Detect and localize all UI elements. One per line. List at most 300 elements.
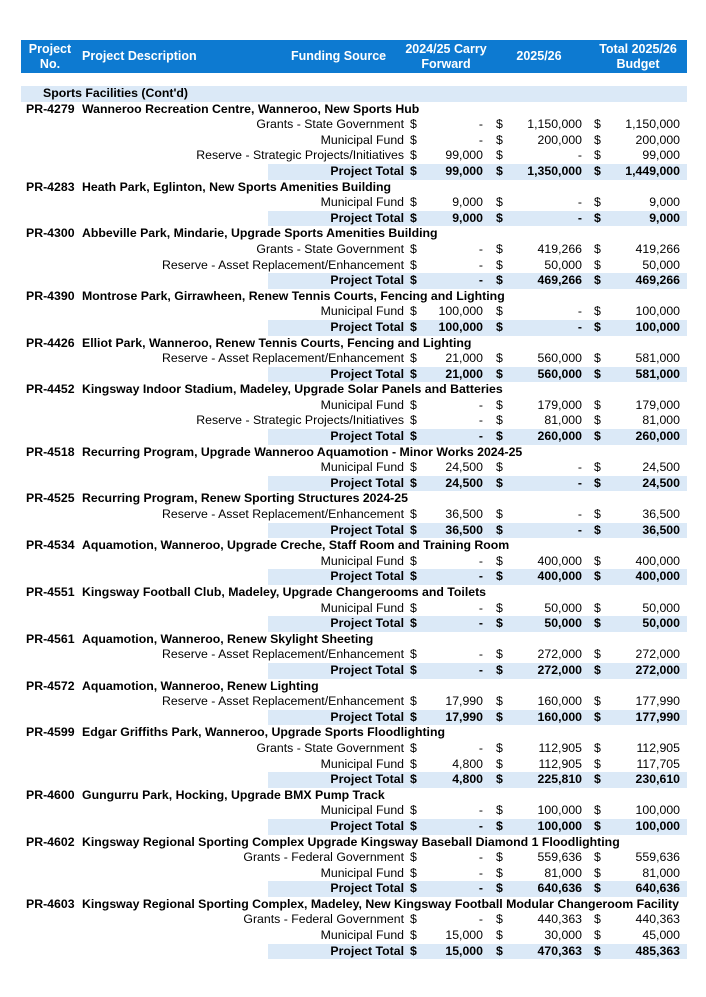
dollar-sign: $	[410, 616, 417, 631]
dollar-sign: $	[594, 912, 601, 927]
budget-2025-26-value: 559,636	[537, 850, 582, 865]
dollar-sign: $	[496, 881, 503, 896]
budget-2025-26-value: -	[577, 304, 582, 319]
dollar-sign: $	[410, 304, 417, 319]
carry-forward-value: 21,000	[445, 351, 483, 366]
dollar-sign: $	[496, 210, 503, 225]
dollar-sign: $	[496, 366, 503, 381]
project-total-label: Project Total	[330, 709, 404, 724]
budget-2025-26-value: 50,000	[544, 616, 582, 631]
budget-2025-26-value: 200,000	[537, 132, 582, 147]
dollar-sign: $	[594, 397, 601, 412]
project-description: Abbeville Park, Mindarie, Upgrade Sports Amenities Building	[82, 226, 438, 241]
dollar-sign: $	[496, 865, 503, 880]
dollar-sign: $	[410, 740, 417, 755]
carry-forward-value: -	[478, 553, 483, 568]
dollar-sign: $	[410, 772, 417, 787]
total-budget-value: 9,000	[649, 210, 680, 225]
project-description: Aquamotion, Wanneroo, Upgrade Creche, Staff Room and Training Room	[82, 538, 510, 553]
carry-forward-value: -	[478, 600, 483, 615]
project-number: PR-4603	[26, 896, 75, 911]
budget-2025-26-value: 419,266	[537, 241, 582, 256]
project-total-label: Project Total	[330, 943, 404, 958]
project-description: Kingsway Regional Sporting Complex, Madeley, New Kingsway Football Modular Changeroom Facility	[82, 896, 679, 911]
project-title-row	[21, 289, 687, 305]
funding-source: Municipal Fund	[320, 460, 404, 475]
dollar-sign: $	[410, 351, 417, 366]
dollar-sign: $	[594, 507, 601, 522]
dollar-sign: $	[594, 413, 601, 428]
carry-forward-value: 9,000	[452, 195, 483, 210]
funding-source: Reserve - Asset Replacement/Enhancement	[162, 351, 404, 366]
funding-line-row	[21, 803, 687, 819]
funding-line-row	[21, 866, 687, 882]
dollar-sign: $	[410, 273, 417, 288]
project-title-row	[21, 226, 687, 242]
project-description: Kingsway Regional Sporting Complex Upgrade Kingsway Baseball Diamond 1 Floodlighting	[82, 834, 620, 849]
budget-2025-26-value: 440,363	[537, 912, 582, 927]
budget-2025-26-value: -	[577, 319, 582, 334]
funding-source: Municipal Fund	[320, 132, 404, 147]
budget-2025-26-value: -	[577, 522, 582, 537]
carry-forward-value: -	[478, 132, 483, 147]
funding-source: Reserve - Asset Replacement/Enhancement	[162, 647, 404, 662]
dollar-sign: $	[594, 522, 601, 537]
carry-forward-value: 21,000	[445, 366, 483, 381]
dollar-sign: $	[496, 740, 503, 755]
header-description: Project Description	[82, 49, 197, 63]
dollar-sign: $	[594, 740, 601, 755]
carry-forward-value: -	[478, 117, 483, 132]
dollar-sign: $	[594, 241, 601, 256]
funding-source: Municipal Fund	[320, 195, 404, 210]
project-total-label: Project Total	[330, 881, 404, 896]
project-number: PR-4283	[26, 179, 75, 194]
project-title-row	[21, 725, 687, 741]
funding-line-row	[21, 694, 687, 710]
funding-line-row	[21, 351, 687, 367]
carry-forward-value: 15,000	[445, 928, 483, 943]
dollar-sign: $	[594, 772, 601, 787]
funding-source: Municipal Fund	[320, 928, 404, 943]
dollar-sign: $	[594, 756, 601, 771]
budget-2025-26-value: -	[577, 460, 582, 475]
project-total-row	[21, 320, 687, 336]
dollar-sign: $	[496, 117, 503, 132]
project-total-label: Project Total	[330, 163, 404, 178]
project-title-row	[21, 788, 687, 804]
project-description: Heath Park, Eglinton, New Sports Amenities Building	[82, 179, 392, 194]
carry-forward-value: -	[478, 662, 483, 677]
carry-forward-value: 36,500	[445, 522, 483, 537]
project-description: Elliot Park, Wanneroo, Renew Tennis Courts, Fencing and Lighting	[82, 335, 472, 350]
dollar-sign: $	[496, 912, 503, 927]
funding-source: Grants - State Government	[256, 740, 404, 755]
project-number: PR-4426	[26, 335, 75, 350]
project-title-row	[21, 835, 687, 851]
funding-line-row	[21, 507, 687, 523]
dollar-sign: $	[594, 319, 601, 334]
funding-source: Municipal Fund	[320, 553, 404, 568]
dollar-sign: $	[496, 553, 503, 568]
dollar-sign: $	[410, 319, 417, 334]
project-description: Aquamotion, Wanneroo, Renew Skylight Sheeting	[82, 631, 374, 646]
project-total-label: Project Total	[330, 772, 404, 787]
project-description: Gungurru Park, Hocking, Upgrade BMX Pump Track	[82, 787, 385, 802]
dollar-sign: $	[496, 460, 503, 475]
dollar-sign: $	[496, 148, 503, 163]
dollar-sign: $	[496, 304, 503, 319]
carry-forward-value: 15,000	[445, 943, 483, 958]
dollar-sign: $	[410, 413, 417, 428]
total-budget-value: 559,636	[635, 850, 680, 865]
dollar-sign: $	[496, 522, 503, 537]
project-total-row	[21, 616, 687, 632]
project-number: PR-4518	[26, 444, 75, 459]
funding-line-row	[21, 117, 687, 133]
dollar-sign: $	[410, 818, 417, 833]
carry-forward-value: -	[478, 803, 483, 818]
header-funding-source: Funding Source	[291, 49, 387, 63]
budget-2025-26-value: 560,000	[537, 351, 582, 366]
total-budget-value: 581,000	[635, 351, 680, 366]
funding-line-row	[21, 912, 687, 928]
total-budget-value: 272,000	[635, 662, 680, 677]
project-total-label: Project Total	[330, 366, 404, 381]
carry-forward-value: 17,990	[445, 709, 483, 724]
dollar-sign: $	[496, 397, 503, 412]
budget-2025-26-value: 100,000	[537, 803, 582, 818]
funding-source: Municipal Fund	[320, 600, 404, 615]
dollar-sign: $	[594, 553, 601, 568]
dollar-sign: $	[496, 694, 503, 709]
project-total-row	[21, 164, 687, 180]
funding-line-row	[21, 413, 687, 429]
dollar-sign: $	[410, 865, 417, 880]
section-title: Sports Facilities (Cont'd)	[43, 86, 189, 100]
total-budget-value: 177,990	[635, 709, 680, 724]
funding-line-row	[21, 741, 687, 757]
dollar-sign: $	[496, 569, 503, 584]
dollar-sign: $	[410, 928, 417, 943]
total-budget-value: 260,000	[635, 429, 680, 444]
project-total-row	[21, 429, 687, 445]
carry-forward-value: -	[478, 429, 483, 444]
carry-forward-value: 36,500	[445, 507, 483, 522]
total-budget-value: 230,610	[635, 772, 680, 787]
funding-source: Municipal Fund	[320, 304, 404, 319]
dollar-sign: $	[410, 241, 417, 256]
total-budget-value: 100,000	[635, 818, 680, 833]
header-project-no: Project No.	[28, 42, 72, 71]
project-number: PR-4534	[26, 538, 75, 553]
project-total-label: Project Total	[330, 273, 404, 288]
dollar-sign: $	[496, 273, 503, 288]
total-budget-value: 440,363	[635, 912, 680, 927]
funding-line-row	[21, 258, 687, 274]
project-description: Kingsway Football Club, Madeley, Upgrade Changerooms and Toilets	[82, 585, 487, 599]
budget-2025-26-value: 160,000	[537, 694, 582, 709]
dollar-sign: $	[410, 522, 417, 537]
project-number: PR-4572	[26, 678, 75, 693]
project-title-row	[21, 491, 687, 507]
total-budget-value: 45,000	[642, 928, 680, 943]
dollar-sign: $	[410, 429, 417, 444]
project-total-label: Project Total	[330, 475, 404, 490]
carry-forward-value: -	[478, 647, 483, 662]
dollar-sign: $	[496, 709, 503, 724]
project-number: PR-4390	[26, 288, 75, 303]
dollar-sign: $	[410, 600, 417, 615]
dollar-sign: $	[594, 865, 601, 880]
funding-source: Grants - Federal Government	[243, 912, 404, 927]
carry-forward-value: -	[478, 413, 483, 428]
project-title-row	[21, 897, 687, 913]
dollar-sign: $	[496, 772, 503, 787]
dollar-sign: $	[594, 273, 601, 288]
dollar-sign: $	[594, 132, 601, 147]
carry-forward-value: -	[478, 912, 483, 927]
project-total-label: Project Total	[330, 569, 404, 584]
total-budget-value: 112,905	[636, 740, 680, 755]
dollar-sign: $	[410, 195, 417, 210]
dollar-sign: $	[594, 881, 601, 896]
dollar-sign: $	[594, 928, 601, 943]
project-number: PR-4599	[26, 725, 75, 740]
project-number: PR-4300	[26, 226, 75, 241]
project-number: PR-4452	[26, 382, 75, 397]
budget-table	[21, 40, 687, 959]
dollar-sign: $	[496, 241, 503, 256]
funding-source: Municipal Fund	[320, 756, 404, 771]
project-number: PR-4279	[26, 101, 75, 116]
budget-2025-26-value: -	[577, 148, 582, 163]
funding-line-row	[21, 148, 687, 164]
project-number: PR-4551	[26, 585, 75, 599]
dollar-sign: $	[594, 163, 601, 178]
total-budget-value: 581,000	[635, 366, 680, 381]
carry-forward-value: 4,800	[452, 756, 483, 771]
total-budget-value: 81,000	[642, 865, 680, 880]
dollar-sign: $	[410, 881, 417, 896]
carry-forward-value: 4,800	[452, 772, 483, 787]
project-title-row	[21, 632, 687, 648]
funding-line-row	[21, 242, 687, 258]
budget-2025-26-value: -	[577, 195, 582, 210]
dollar-sign: $	[496, 818, 503, 833]
dollar-sign: $	[496, 475, 503, 490]
carry-forward-value: -	[478, 818, 483, 833]
dollar-sign: $	[594, 366, 601, 381]
dollar-sign: $	[496, 413, 503, 428]
funding-line-row	[21, 601, 687, 617]
budget-2025-26-value: 400,000	[537, 553, 582, 568]
dollar-sign: $	[594, 694, 601, 709]
dollar-sign: $	[410, 163, 417, 178]
dollar-sign: $	[496, 195, 503, 210]
funding-line-row	[21, 928, 687, 944]
carry-forward-value: 9,000	[452, 210, 483, 225]
dollar-sign: $	[496, 803, 503, 818]
funding-line-row	[21, 554, 687, 570]
funding-source: Grants - Federal Government	[243, 850, 404, 865]
dollar-sign: $	[496, 600, 503, 615]
funding-source: Reserve - Strategic Projects/Initiatives	[196, 148, 404, 163]
project-title-row	[21, 445, 687, 461]
funding-source: Grants - State Government	[256, 241, 404, 256]
total-budget-value: 177,990	[635, 694, 680, 709]
dollar-sign: $	[496, 319, 503, 334]
dollar-sign: $	[496, 132, 503, 147]
total-budget-value: 99,000	[642, 148, 680, 163]
project-title-row	[21, 382, 687, 398]
dollar-sign: $	[410, 912, 417, 927]
project-total-label: Project Total	[330, 210, 404, 225]
budget-2025-26-value: 160,000	[537, 709, 582, 724]
budget-2025-26-value: 50,000	[544, 257, 582, 272]
funding-source: Reserve - Strategic Projects/Initiatives	[196, 413, 404, 428]
dollar-sign: $	[594, 257, 601, 272]
dollar-sign: $	[594, 616, 601, 631]
dollar-sign: $	[594, 818, 601, 833]
carry-forward-value: -	[478, 616, 483, 631]
dollar-sign: $	[594, 304, 601, 319]
dollar-sign: $	[410, 709, 417, 724]
funding-source: Municipal Fund	[320, 803, 404, 818]
dollar-sign: $	[410, 366, 417, 381]
dollar-sign: $	[496, 943, 503, 958]
dollar-sign: $	[594, 210, 601, 225]
carry-forward-value: -	[478, 865, 483, 880]
project-title-row	[21, 336, 687, 352]
dollar-sign: $	[496, 351, 503, 366]
total-budget-value: 1,449,000	[625, 163, 680, 178]
dollar-sign: $	[410, 475, 417, 490]
project-total-row	[21, 569, 687, 585]
dollar-sign: $	[496, 507, 503, 522]
total-budget-value: 24,500	[642, 460, 680, 475]
dollar-sign: $	[496, 850, 503, 865]
project-total-label: Project Total	[330, 616, 404, 631]
budget-2025-26-value: 400,000	[537, 569, 582, 584]
funding-line-row	[21, 133, 687, 149]
budget-2025-26-value: -	[577, 475, 582, 490]
funding-line-row	[21, 398, 687, 414]
dollar-sign: $	[410, 117, 417, 132]
total-budget-value: 485,363	[635, 943, 680, 958]
budget-2025-26-value: 81,000	[544, 413, 582, 428]
project-description: Montrose Park, Girrawheen, Renew Tennis Courts, Fencing and Lighting	[82, 288, 505, 303]
funding-line-row	[21, 647, 687, 663]
funding-line-row	[21, 304, 687, 320]
total-budget-value: 100,000	[635, 304, 680, 319]
total-budget-value: 36,500	[642, 522, 680, 537]
header-total-budget: Total 2025/26 Budget	[599, 42, 677, 71]
project-total-row	[21, 772, 687, 788]
dollar-sign: $	[496, 257, 503, 272]
dollar-sign: $	[410, 662, 417, 677]
budget-2025-26-value: 81,000	[544, 865, 582, 880]
carry-forward-value: -	[478, 397, 483, 412]
dollar-sign: $	[410, 210, 417, 225]
project-description: Edgar Griffiths Park, Wanneroo, Upgrade Sports Floodlighting	[82, 725, 445, 740]
funding-source: Grants - State Government	[256, 117, 404, 132]
dollar-sign: $	[496, 756, 503, 771]
project-description: Recurring Program, Upgrade Wanneroo Aquamotion - Minor Works 2024-25	[82, 444, 523, 459]
dollar-sign: $	[410, 257, 417, 272]
carry-forward-value: 100,000	[438, 304, 483, 319]
dollar-sign: $	[594, 600, 601, 615]
project-description: Recurring Program, Renew Sporting Structures 2024-25	[82, 491, 408, 506]
dollar-sign: $	[594, 662, 601, 677]
project-total-row	[21, 273, 687, 289]
dollar-sign: $	[410, 569, 417, 584]
carry-forward-value: 100,000	[438, 319, 483, 334]
budget-2025-26-value: 272,000	[537, 662, 582, 677]
project-total-row	[21, 710, 687, 726]
total-budget-value: 50,000	[642, 616, 680, 631]
funding-source: Municipal Fund	[320, 397, 404, 412]
total-budget-value: 100,000	[635, 803, 680, 818]
dollar-sign: $	[410, 148, 417, 163]
project-total-label: Project Total	[330, 662, 404, 677]
dollar-sign: $	[594, 148, 601, 163]
project-total-label: Project Total	[330, 818, 404, 833]
dollar-sign: $	[410, 756, 417, 771]
header-carry-forward: 2024/25 Carry Forward	[405, 42, 487, 71]
funding-line-row	[21, 850, 687, 866]
project-total-row	[21, 881, 687, 897]
carry-forward-value: -	[478, 273, 483, 288]
carry-forward-value: -	[478, 850, 483, 865]
total-budget-value: 9,000	[649, 195, 680, 210]
budget-2025-26-value: 100,000	[537, 818, 582, 833]
budget-2025-26-value: 470,363	[537, 943, 582, 958]
dollar-sign: $	[496, 429, 503, 444]
dollar-sign: $	[594, 460, 601, 475]
dollar-sign: $	[594, 647, 601, 662]
dollar-sign: $	[594, 803, 601, 818]
funding-line-row	[21, 195, 687, 211]
total-budget-value: 400,000	[635, 569, 680, 584]
funding-source: Reserve - Asset Replacement/Enhancement	[162, 507, 404, 522]
total-budget-value: 50,000	[642, 257, 680, 272]
budget-2025-26-value: 469,266	[537, 273, 582, 288]
dollar-sign: $	[496, 163, 503, 178]
table-header	[21, 40, 687, 73]
project-total-row	[21, 211, 687, 227]
project-total-row	[21, 944, 687, 960]
project-title-row	[21, 538, 687, 554]
total-budget-value: 400,000	[635, 553, 680, 568]
total-budget-value: 1,150,000	[625, 117, 680, 132]
dollar-sign: $	[496, 928, 503, 943]
funding-line-row	[21, 757, 687, 773]
dollar-sign: $	[594, 195, 601, 210]
carry-forward-value: 24,500	[445, 460, 483, 475]
total-budget-value: 36,500	[642, 507, 680, 522]
budget-2025-26-value: 30,000	[544, 928, 582, 943]
project-title-row	[21, 585, 687, 601]
dollar-sign: $	[410, 132, 417, 147]
budget-2025-26-value: 560,000	[537, 366, 582, 381]
project-total-row	[21, 663, 687, 679]
budget-2025-26-value: 260,000	[537, 429, 582, 444]
total-budget-value: 24,500	[642, 475, 680, 490]
carry-forward-value: 99,000	[445, 163, 483, 178]
budget-2025-26-value: 50,000	[544, 600, 582, 615]
budget-2025-26-value: 640,636	[537, 881, 582, 896]
